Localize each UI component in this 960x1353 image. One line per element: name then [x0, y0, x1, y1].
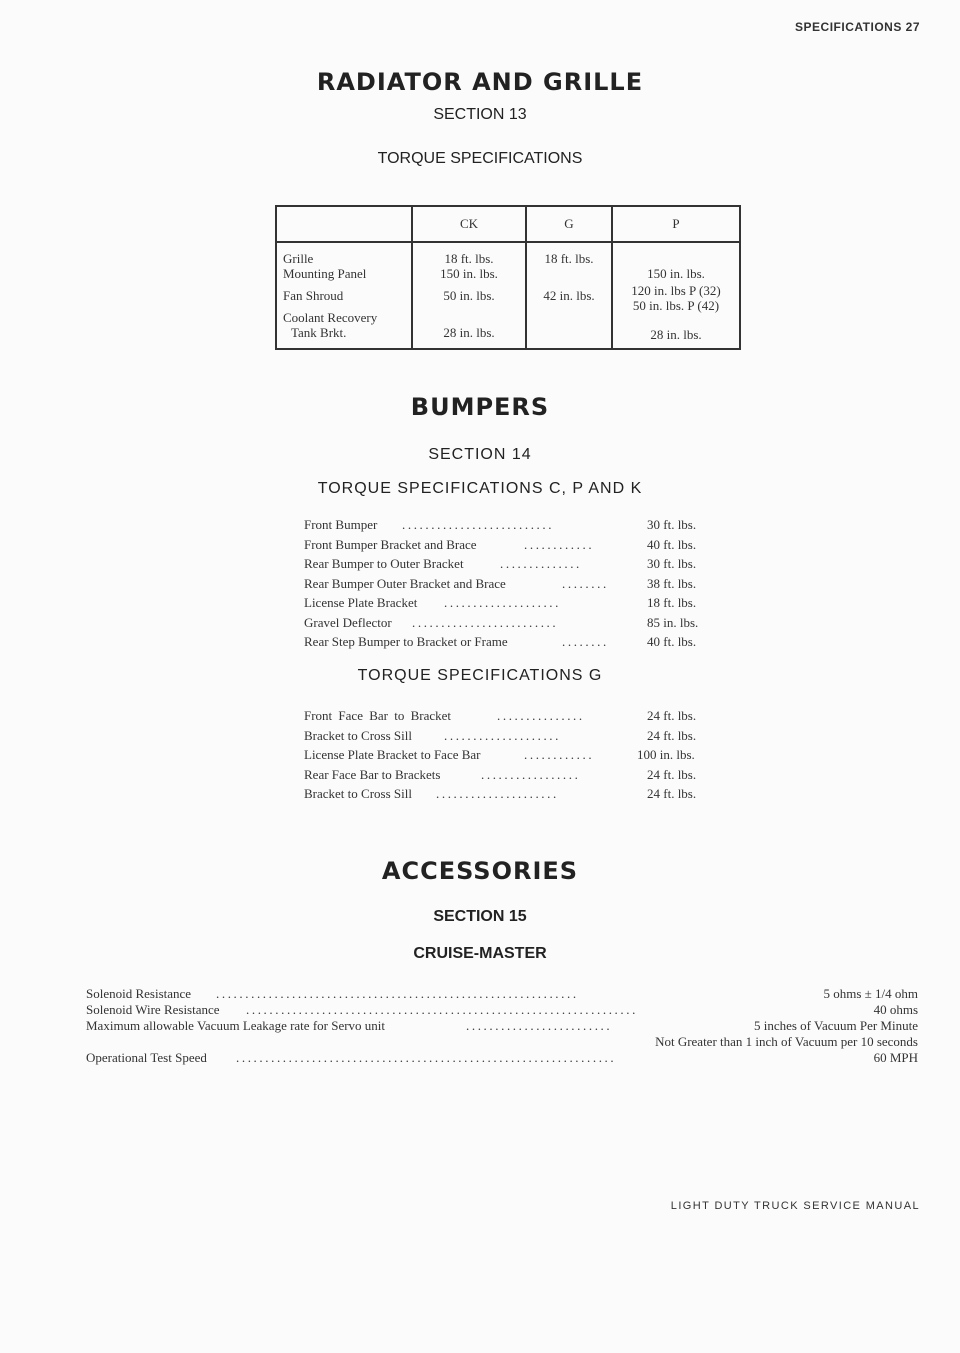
list-item: Solenoid Resistance .............................................................. 5 ohms ± 1/4 ohm — [86, 986, 918, 1001]
radiator-section: SECTION 13 — [433, 106, 527, 123]
ck-grille: 18 ft. lbs. — [444, 251, 494, 266]
accessories-section: SECTION 15 — [433, 908, 527, 925]
list-item: License Plate Bracket .................... 18 ft. lbs. — [304, 595, 697, 610]
bumpers-subtitle-cpk: TORQUE SPECIFICATIONS C, P AND K — [317, 480, 643, 497]
p-fan-shroud-32: 120 in. lbs P (32) — [631, 283, 721, 298]
list-item: Bracket to Cross Sill .................... 24 ft. lbs. — [304, 727, 697, 743]
list-item: Rear Face Bar to Brackets ................. 24 ft. lbs. — [304, 766, 697, 782]
list-item: Front Face Bar to Bracket ............... 24 ft. lbs. — [304, 708, 697, 723]
table-header-ck: CK — [412, 206, 526, 242]
list-item: Bracket to Cross Sill ..................... 24 ft. lbs. — [304, 786, 697, 801]
list-item: Rear Step Bumper to Bracket or Frame ........ 40 ft. lbs. — [304, 634, 697, 649]
list-item: Maximum allowable Vacuum Leakage rate for Servo unit ......................... 5 inches of Vacuum Per Minute — [86, 1018, 918, 1033]
row-label-mounting-panel: Mounting Panel — [283, 266, 367, 281]
ck-fan-shroud: 50 in. lbs. — [443, 288, 495, 303]
table-header-blank — [276, 206, 412, 242]
list-item-continuation: Not Greater than 1 inch of Vacuum per 10 seconds — [655, 1034, 918, 1049]
page-footer: LIGHT DUTY TRUCK SERVICE MANUAL — [670, 1200, 920, 1212]
list-item: Gravel Deflector ......................... 85 in. lbs. — [304, 614, 699, 630]
ck-mounting-panel: 150 in. lbs. — [440, 266, 498, 281]
page-header: SPECIFICATIONS 27 — [795, 20, 920, 34]
row-label-grille: Grille — [283, 251, 314, 266]
bumpers-subtitle-g: TORQUE SPECIFICATIONS G — [357, 667, 603, 684]
row-label-tank-brkt: Tank Brkt. — [291, 325, 347, 340]
radiator-title: RADIATOR AND GRILLE — [316, 68, 644, 96]
row-label-fan-shroud: Fan Shroud — [283, 288, 344, 303]
g-fan-shroud: 42 in. lbs. — [543, 288, 595, 303]
bumpers-g-list — [304, 708, 714, 806]
bumpers-section: SECTION 14 — [428, 446, 532, 463]
list-item: License Plate Bracket to Face Bar ............ 100 in. lbs. — [304, 747, 695, 762]
p-coolant-recovery: 28 in. lbs. — [650, 327, 702, 342]
table-header-p: P — [612, 206, 740, 242]
list-item: Front Bumper Bracket and Brace ............ 40 ft. lbs. — [304, 536, 697, 552]
radiator-torque-table — [275, 205, 741, 350]
list-item: Operational Test Speed ................................................................. 60 MPH — [86, 1050, 918, 1065]
g-grille: 18 ft. lbs. — [544, 251, 594, 266]
p-mounting-panel: 150 in. lbs. — [647, 266, 705, 281]
table-header-g: G — [526, 206, 612, 242]
ck-coolant-recovery: 28 in. lbs. — [443, 325, 495, 340]
list-item: Solenoid Wire Resistance ................................................................... 40 ohms — [86, 1002, 918, 1017]
cruise-master-list — [86, 986, 918, 1066]
p-fan-shroud-42: 50 in. lbs. P (42) — [632, 298, 720, 313]
bumpers-cpk-list — [304, 517, 714, 654]
list-item: Rear Bumper Outer Bracket and Brace ........ 38 ft. lbs. — [304, 575, 697, 591]
accessories-subtitle: CRUISE-MASTER — [413, 945, 547, 962]
radiator-subtitle: TORQUE SPECIFICATIONS — [377, 150, 583, 167]
bumpers-title: BUMPERS — [410, 393, 550, 421]
row-label-coolant-recovery: Coolant Recovery — [283, 310, 378, 325]
accessories-title: ACCESSORIES — [381, 857, 579, 885]
list-item: Rear Bumper to Outer Bracket .............. 30 ft. lbs. — [304, 556, 697, 571]
list-item: Front Bumper .......................... 30 ft. lbs. — [304, 517, 697, 532]
